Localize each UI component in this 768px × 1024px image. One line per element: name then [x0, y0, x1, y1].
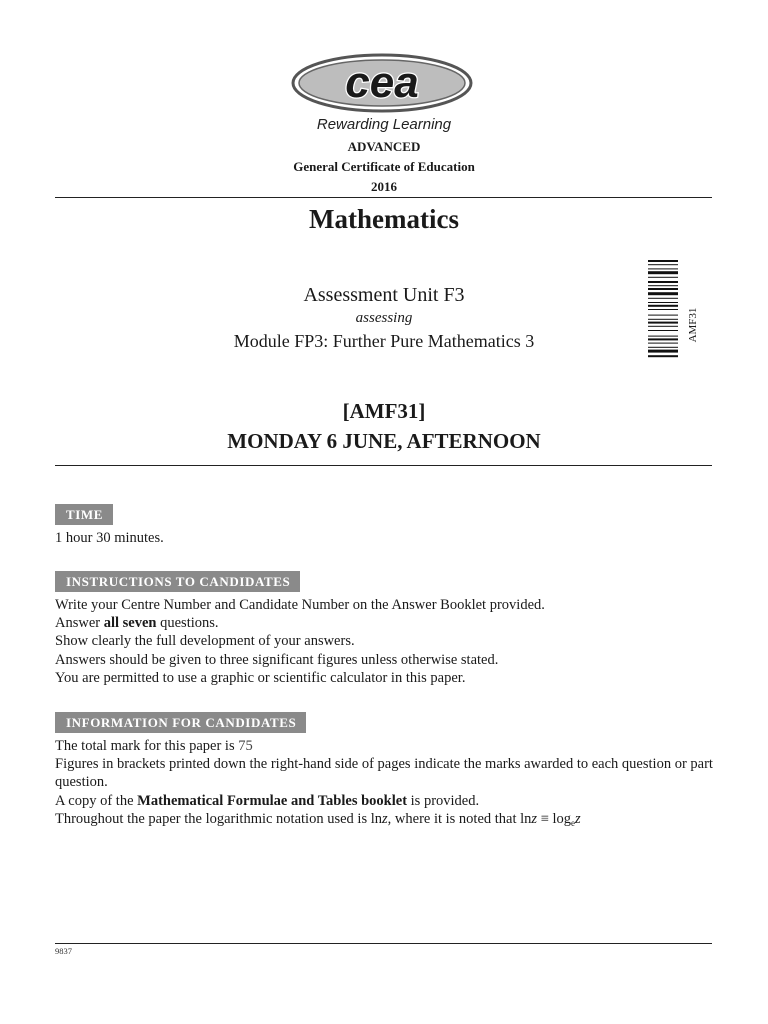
- instruction-text: questions.: [156, 615, 219, 632]
- divider-middle: [55, 465, 712, 466]
- instruction-emphasis: all seven: [103, 615, 157, 632]
- barcode-label: AMF31: [687, 307, 699, 343]
- math-variable: z: [531, 810, 538, 827]
- barcode-icon: [648, 260, 678, 400]
- tagline: Rewarding Learning: [316, 116, 452, 133]
- logo-lettering: cea: [345, 58, 419, 107]
- information-line: Figures in brackets printed down the right-hand side of pages indicate the marks awarded to each question or part question.: [55, 756, 713, 791]
- subject-title: Mathematics: [309, 204, 459, 234]
- information-text: , where it is noted that ln: [387, 810, 532, 827]
- log-base: e: [571, 817, 576, 828]
- information-text: The total mark for this paper is: [55, 738, 239, 754]
- information-line: [55, 810, 715, 832]
- information-text: is provided.: [407, 792, 480, 809]
- information-text: A copy of the: [55, 792, 138, 809]
- time-text: 1 hour 30 minutes.: [55, 530, 164, 546]
- cea-logo: [290, 52, 474, 114]
- paper-code: [AMF31]: [342, 399, 426, 423]
- information-text: Throughout the paper the logarithmic notation used is ln: [55, 810, 382, 827]
- information-text: ≡ log: [537, 810, 572, 827]
- assessing-label: assessing: [355, 310, 413, 326]
- module-title: Module FP3: Further Pure Mathematics 3: [233, 331, 535, 351]
- qualification: General Certificate of Education: [293, 159, 475, 174]
- information-heading: INFORMATION FOR CANDIDATES: [55, 712, 306, 733]
- instruction-line: [55, 614, 715, 632]
- time-heading: TIME: [55, 504, 113, 525]
- exam-date: MONDAY 6 JUNE, AFTERNOON: [227, 429, 541, 453]
- instructions-list: [55, 596, 715, 687]
- math-variable: z: [382, 810, 388, 827]
- information-line: [55, 792, 715, 810]
- assessment-unit: Assessment Unit F3: [303, 284, 465, 306]
- instruction-text: Answer: [55, 615, 104, 632]
- total-mark: 75: [238, 738, 253, 754]
- divider-top: [55, 197, 712, 198]
- math-variable: z: [575, 810, 581, 827]
- instructions-heading: INSTRUCTIONS TO CANDIDATES: [55, 571, 300, 592]
- footer-code: 9837: [55, 946, 72, 956]
- instruction-line: Show clearly the full development of your answers.: [55, 633, 355, 650]
- instruction-line: You are permitted to use a graphic or scientific calculator in this paper.: [55, 669, 466, 686]
- exam-year: 2016: [371, 179, 397, 194]
- information-emphasis: Mathematical Formulae and Tables booklet: [137, 792, 408, 809]
- instruction-line: Write your Centre Number and Candidate Number on the Answer Booklet provided.: [55, 597, 545, 613]
- information-line: [55, 737, 715, 755]
- divider-bottom: [55, 943, 712, 944]
- information-list: [55, 737, 715, 832]
- instruction-line: Answers should be given to three significant figures unless otherwise stated.: [55, 651, 499, 668]
- exam-level: ADVANCED: [347, 139, 421, 154]
